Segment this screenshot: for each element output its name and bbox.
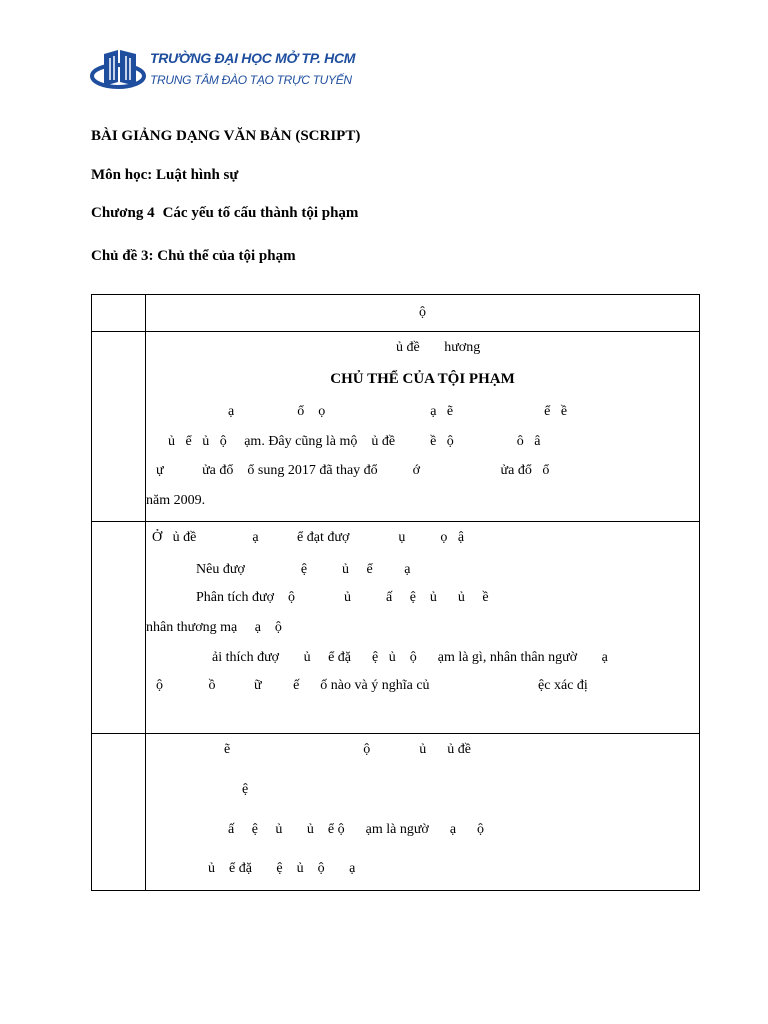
row3-line: nhân thương mạ ạ ộ xyxy=(146,620,282,635)
subject-heading: Môn học: Luật hình sự xyxy=(91,167,239,183)
logo-center-name: TRUNG TÂM ĐÀO TẠO TRỰC TUYẾN xyxy=(150,73,352,87)
row2-line: ủ đề hương xyxy=(396,340,481,355)
row1-text: ộ xyxy=(419,305,426,320)
row3-line: ải thích đượ ủ ể đặ ệ ủ ộ ạm là gì, nhân thân ngườ ạ xyxy=(212,650,608,665)
chapter-title: Các yếu tố cấu thành tội phạm xyxy=(162,205,359,221)
row2-section-title: CHỦ THỂ CỦA TỘI PHẠM xyxy=(330,371,515,387)
row3-line: Nêu đượ ệ ủ ể ạ xyxy=(196,562,411,577)
chapter-label: Chương 4 xyxy=(91,205,155,221)
topic-heading: Chủ đề 3: Chủ thể của tội phạm xyxy=(91,248,296,264)
row4-line: ệ xyxy=(242,782,249,797)
table-row-1 xyxy=(146,295,699,331)
row4-line: ủ ể đặ ệ ủ ộ ạ xyxy=(208,861,356,876)
chapter-heading xyxy=(91,205,358,222)
university-logo xyxy=(90,42,356,98)
document-type-heading: BÀI GIẢNG DẠNG VĂN BẢN (SCRIPT) xyxy=(91,128,361,144)
row3-line: Ở ủ đề ạ ể đạt đượ ụ ọ ậ xyxy=(152,530,465,545)
row2-line: năm 2009. xyxy=(146,493,206,508)
logo-university-name: TRƯỜNG ĐẠI HỌC MỞ TP. HCM xyxy=(150,50,356,66)
table-row-4 xyxy=(146,734,699,890)
table-row-3 xyxy=(146,522,699,733)
row3-line: ộ ồ ữ ế ố nào và ý nghĩa củ ệc xác đị xyxy=(156,678,588,693)
table-row-2 xyxy=(146,332,699,521)
lecture-table xyxy=(91,294,700,891)
row2-line: ủ ể ủ ộ ạm. Đây cũng là mộ ủ đề ề ộ ô â xyxy=(168,434,541,449)
row3-line: Phân tích đượ ộ ủ ấ ệ ủ ủ ề xyxy=(196,590,489,605)
row4-line: ấ ệ ủ ủ ể ộ ạm là ngườ ạ ộ xyxy=(228,822,485,837)
row4-line: ẽ ộ ủ ủ đề xyxy=(224,742,471,757)
logo-book-icon xyxy=(90,42,152,98)
row2-line: ạ ổ ọ ạ ẽ ể ề xyxy=(228,404,568,419)
row2-line: ự ửa đổ ổ sung 2017 đã thay đổ ớ ửa đổ ổ xyxy=(156,463,550,478)
